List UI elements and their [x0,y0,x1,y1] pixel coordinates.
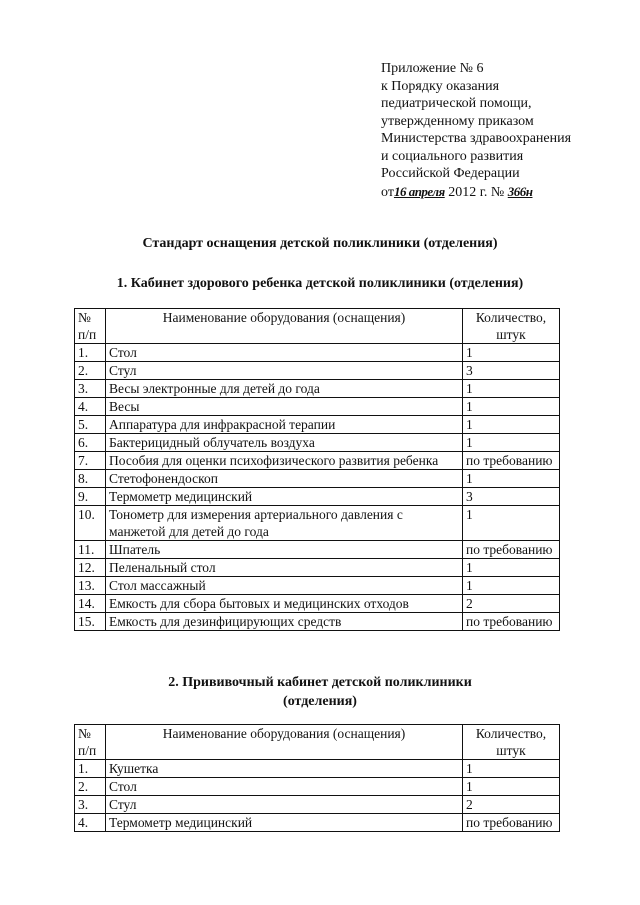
row-qty: 3 [463,362,560,380]
row-num: 2. [75,778,106,796]
row-qty: 1 [463,434,560,452]
row-qty: 1 [463,470,560,488]
row-qty: 1 [463,577,560,595]
table-row [75,559,560,577]
appendix-line: Российской Федерации [381,166,520,181]
table-row [75,541,560,559]
row-qty: 1 [463,760,560,778]
row-qty: 3 [463,488,560,506]
table-row [75,416,560,434]
row-name: Пеленальный стол [106,559,463,577]
header-qty: Количество, штук [463,725,560,760]
row-name: Стетофонендоскоп [106,470,463,488]
row-num: 10. [75,506,106,541]
appendix-block [381,60,571,201]
row-num: 1. [75,760,106,778]
row-num: 15. [75,613,106,631]
row-name: Весы [106,398,463,416]
row-qty: по требованию [463,814,560,832]
handwritten-number: 366н [507,183,533,199]
row-qty: 1 [463,380,560,398]
table-header-row [75,725,560,760]
row-num: 4. [75,814,106,832]
row-name: Пособия для оценки психофизического развития ребенка [106,452,463,470]
date-prefix: от [381,184,394,200]
table-body-1 [75,344,560,631]
appendix-line: и социального развития [381,148,524,164]
row-num: 13. [75,577,106,595]
document-title: Стандарт оснащения детской поликлиники (отделения) [142,236,498,251]
handwritten-date: 16 апреля [393,183,445,199]
row-name: Аппаратура для инфракрасной терапии [106,416,463,434]
row-qty: 1 [463,559,560,577]
appendix-line: Приложение № 6 [381,61,484,76]
row-name: Весы электронные для детей до года [106,380,463,398]
row-name: Стол массажный [106,577,463,595]
row-num: 1. [75,344,106,362]
row-name: Термометр медицинский [106,488,463,506]
appendix-line: Министерства здравоохранения [381,131,572,146]
table-row [75,506,560,541]
order-date-line [381,183,571,202]
row-qty: 1 [463,398,560,416]
row-name: Стул [106,362,463,380]
row-num: 2. [75,362,106,380]
table-row [75,470,560,488]
header-qty: Количество, штук [463,309,560,344]
table-row [75,398,560,416]
header-num: № п/п [75,309,106,344]
section-2-title-line2: (отделения) [283,694,357,709]
row-num: 3. [75,796,106,814]
table-row [75,380,560,398]
section-2-title [0,673,640,711]
table-row [75,613,560,631]
row-qty: 1 [463,416,560,434]
appendix-line: педиатрической помощи, [381,96,532,111]
table-row [75,577,560,595]
row-name: Термометр медицинский [106,814,463,832]
row-qty: по требованию [463,541,560,559]
row-num: 6. [75,434,106,452]
row-num: 14. [75,595,106,613]
row-name: Кушетка [106,760,463,778]
equipment-table-2 [74,724,560,832]
row-qty: 2 [463,796,560,814]
table-row [75,488,560,506]
header-name: Наименование оборудования (оснащения) [106,309,463,344]
row-name: Стол [106,778,463,796]
table-row [75,778,560,796]
header-name: Наименование оборудования (оснащения) [106,725,463,760]
section-2-title-line1: 2. Прививочный кабинет детской поликлиники [168,675,472,690]
table-row [75,344,560,362]
row-qty: по требованию [463,452,560,470]
equipment-table-1 [74,308,560,631]
table-row [75,814,560,832]
row-num: 8. [75,470,106,488]
table-row [75,796,560,814]
row-name: Стол [106,344,463,362]
table-row [75,760,560,778]
row-num: 12. [75,559,106,577]
row-qty: 1 [463,344,560,362]
row-name: Тонометр для измерения артериального давления с манжетой для детей до года [106,506,463,541]
row-name: Емкость для дезинфицирующих средств [106,613,463,631]
table-row [75,362,560,380]
table-row [75,595,560,613]
row-num: 5. [75,416,106,434]
header-num: № п/п [75,725,106,760]
row-name: Емкость для сбора бытовых и медицинских отходов [106,595,463,613]
row-num: 7. [75,452,106,470]
row-num: 9. [75,488,106,506]
row-num: 4. [75,398,106,416]
table-header-row [75,309,560,344]
order-year: 2012 г. № [448,184,505,200]
row-qty: 1 [463,778,560,796]
row-num: 3. [75,380,106,398]
table-row [75,434,560,452]
row-qty: 1 [463,506,560,541]
section-1-title: 1. Кабинет здорового ребенка детской поликлиники (отделения) [116,276,524,291]
appendix-line: утвержденному приказом [381,113,534,129]
row-num: 11. [75,541,106,559]
row-qty: 2 [463,595,560,613]
table-row [75,452,560,470]
table-body-2 [75,760,560,832]
appendix-line: к Порядку оказания [381,78,500,94]
row-name: Шпатель [106,541,463,559]
row-name: Стул [106,796,463,814]
row-qty: по требованию [463,613,560,631]
row-name: Бактерицидный облучатель воздуха [106,434,463,452]
